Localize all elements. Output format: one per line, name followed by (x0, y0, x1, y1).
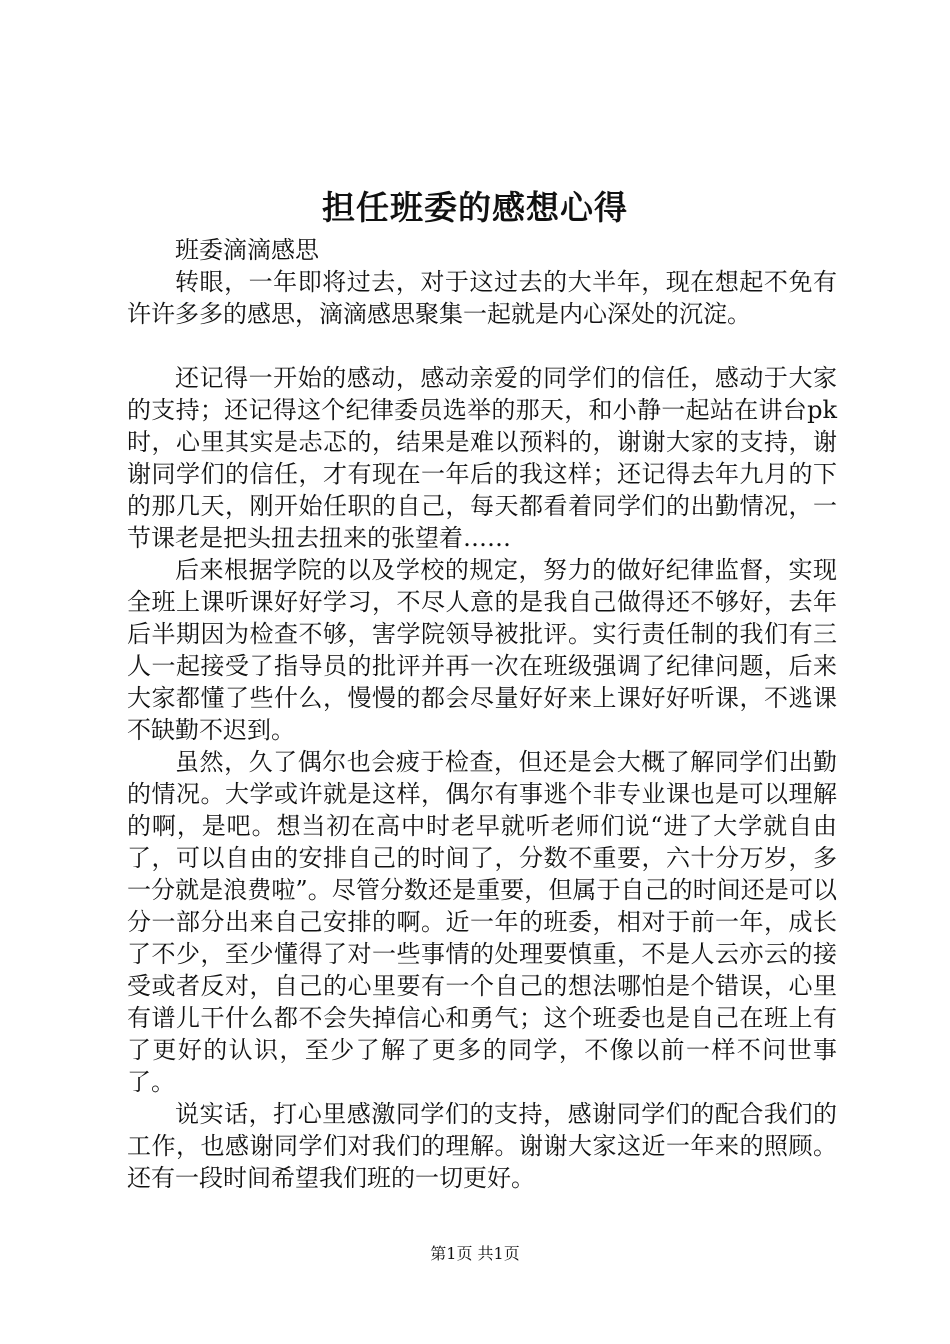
paragraph-intro: 转眼，一年即将过去，对于这过去的大半年，现在想起不免有许许多多的感思，滴滴感思聚集一起就是内心深处的沉淀。 (127, 268, 837, 328)
page-number-footer: 第1页 共1页 (430, 1244, 520, 1263)
paragraph-thanks: 说实话，打心里感激同学们的支持，感谢同学们的配合我们的工作，也感谢同学们对我们的理解。谢谢大家这近一年来的照顾。还有一段时间希望我们班的一切更好。 (127, 1100, 837, 1192)
paragraph-memories: 还记得一开始的感动，感动亲爱的同学们的信任，感动于大家的支持；还记得这个纪律委员选举的那天，和小静一起站在讲台pk时，心里其实是忐忑的，结果是难以预料的，谢谢大家的支持，谢谢同学们的信任，才有现在一年后的我这样；还记得去年九月的下的那几天，刚开始任职的自己，每天都看着同学们的出勤情况，一节课老是把头扭去扭来的张望着…… (127, 364, 837, 552)
document-body (127, 234, 837, 1194)
paragraph-discipline: 后来根据学院的以及学校的规定，努力的做好纪律监督，实现全班上课听课好好学习，不尽人意的是我自己做得还不够好，去年后半期因为检查不够，害学院领导被批评。实行责任制的我们有三人一起接受了指导员的批评并再一次在班级强调了纪律问题，后来大家都懂了些什么，慢慢的都会尽量好好来上课好好听课，不逃课不缺勤不迟到。 (127, 556, 837, 744)
paragraph-reflection: 虽然，久了偶尔也会疲于检查，但还是会大概了解同学们出勤的情况。大学或许就是这样，偶尔有事逃个非专业课也是可以理解的啊，是吧。想当初在高中时老早就听老师们说“进了大学就自由了，可以自由的安排自己的时间了，分数不重要，六十分万岁，多一分就是浪费啦”。尽管分数还是重要，但属于自己的时间还是可以分一部分出来自己安排的啊。近一年的班委，相对于前一年，成长了不少，至少懂得了对一些事情的处理要慎重，不是人云亦云的接受或者反对，自己的心里要有一个自己的想法哪怕是个错误，心里有谱儿干什么都不会失掉信心和勇气；这个班委也是自己在班上有了更好的认识，至少了解了更多的同学，不像以前一样不问世事了。 (127, 748, 837, 1096)
document-title: 担任班委的感想心得 (322, 188, 628, 227)
paragraph-heading: 班委滴滴感思 (175, 236, 319, 264)
